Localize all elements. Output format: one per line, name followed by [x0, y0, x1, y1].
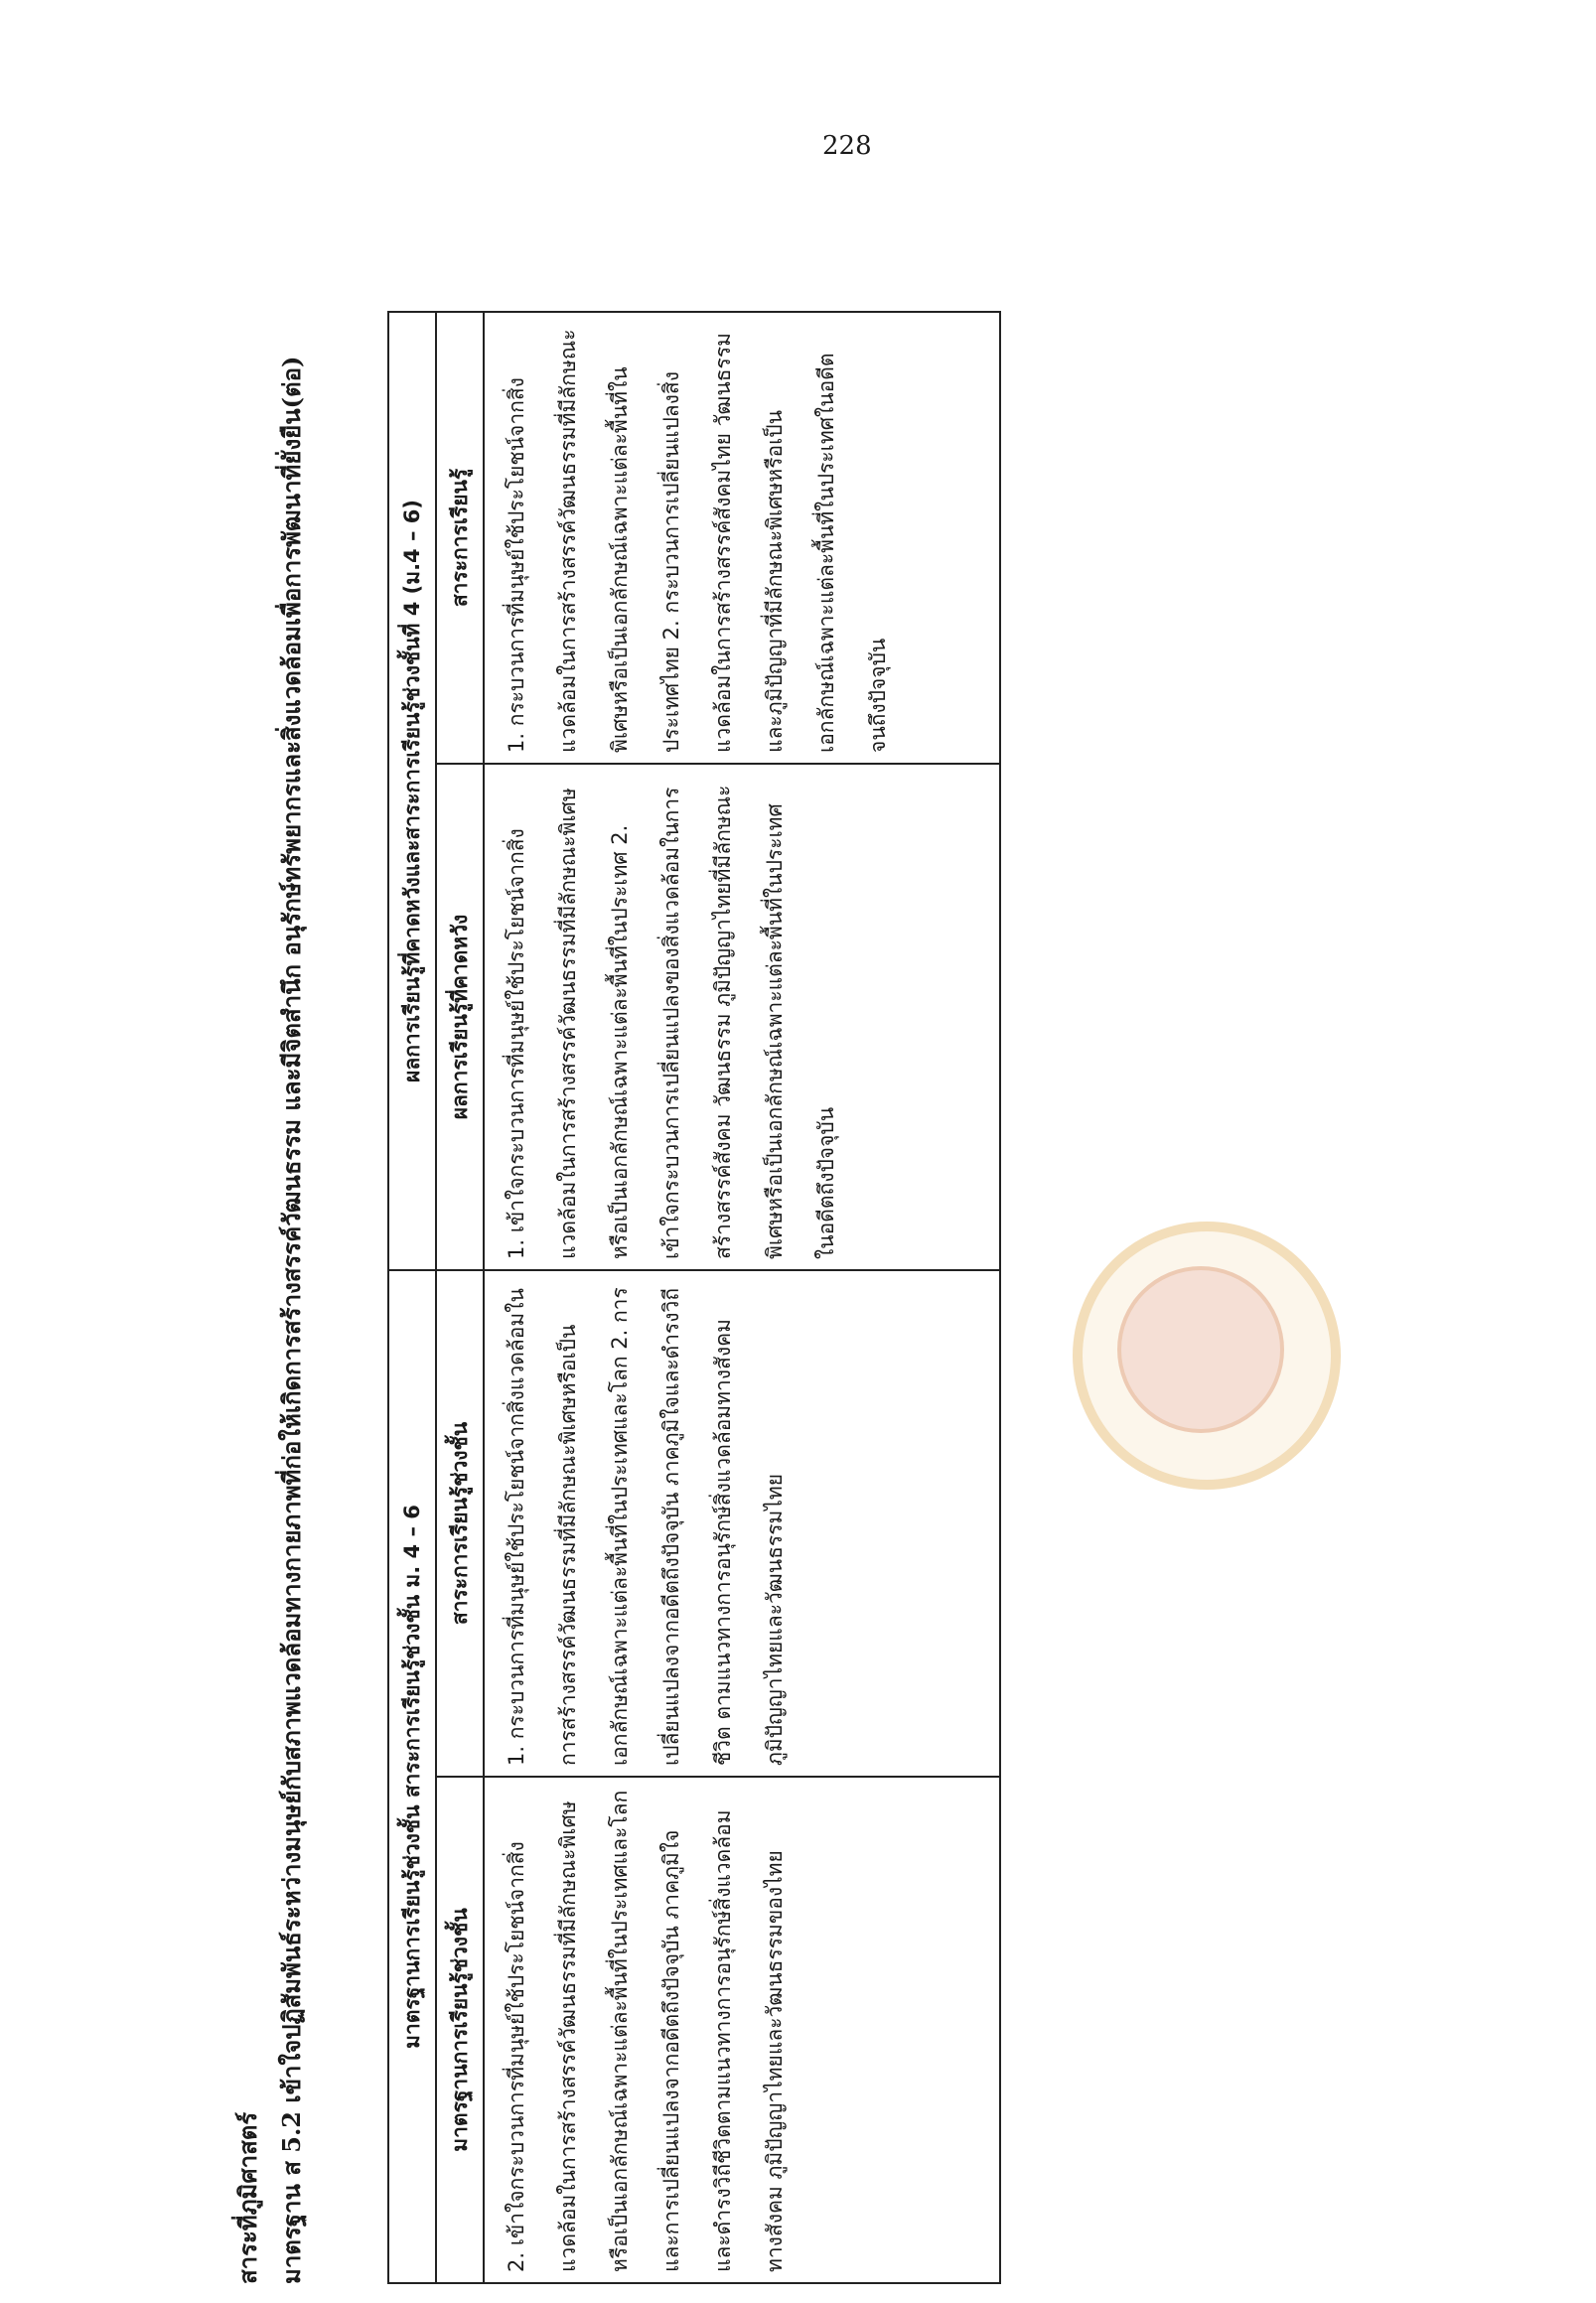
group-header-row	[388, 312, 436, 2283]
cell-content: 1. กระบวนการที่มนุษย์ใช้ประโยชน์จากสิ่งแวดล้อมในการสร้างสรรค์วัฒนธรรมที่มีลักษณะพิเศษหรือเป็นเอกลักษณ์เฉพาะแต่ละพื้นที่ในประเทศและโลก 2. การเปลี่ยนแปลงจากอดีตถึงปัจจุบัน ภาคภูมิใจและดำรงวิถีชีวิต ตามแนวทางการอนุรักษ์สิ่งแวดล้อมทางสังคม ภูมิปัญญาไทยและวัฒนธรรมไทย	[484, 1270, 1000, 1777]
page-number: 228	[822, 131, 872, 161]
cell-expected-outcome: 1. เข้าใจกระบวนการที่มนุษย์ใช้ประโยชน์จากสิ่งแวดล้อมในการสร้างสรรค์วัฒนธรรมที่มีลักษณะพิเศษหรือเป็นเอกลักษณ์เฉพาะแต่ละพื้นที่ในประเทศ 2. เข้าใจกระบวนการเปลี่ยนแปลงของสิ่งแวดล้อมในการสร้างสรรค์สังคม วัฒนธรรม ภูมิปัญญาไทยที่มีลักษณะพิเศษหรือเป็นเอกลักษณ์เฉพาะแต่ละพื้นที่ในประเทศ ในอดีตถึงปัจจุบัน	[484, 764, 1000, 1270]
column-header-row	[436, 312, 484, 2283]
curriculum-table	[387, 311, 1001, 2284]
column-header-content: สาระการเรียนรู้ช่วงชั้น	[436, 1270, 484, 1777]
column-header-standard: มาตรฐานการเรียนรู้ช่วงชั้น	[436, 1777, 484, 2283]
subject-title: สาระที่ภูมิศาสตร์	[233, 2111, 262, 2284]
table-row	[484, 312, 1000, 2283]
column-header-expected-outcome: ผลการเรียนรู้ที่คาดหวัง	[436, 764, 484, 1270]
cell-learning-content: 1. กระบวนการที่มนุษย์ใช้ประโยชน์จากสิ่งแวดล้อมในการสร้างสรรค์วัฒนธรรมที่มีลักษณะพิเศษหรือเป็นเอกลักษณ์เฉพาะแต่ละพื้นที่ในประเทศไทย 2. กระบวนการเปลี่ยนแปลงสิ่งแวดล้อมในการสร้างสรรค์สังคมไทย วัฒนธรรมและภูมิปัญญาที่มีลักษณะพิเศษหรือเป็นเอกลักษณ์เฉพาะแต่ละพื้นที่ในประเทศในอดีตจนถึงปัจจุบัน	[484, 312, 1000, 764]
column-header-learning-content: สาระการเรียนรู้	[436, 312, 484, 764]
group-header-standards: มาตรฐานการเรียนรู้ช่วงชั้น สาระการเรียนรู้ช่วงชั้น ม. 4 – 6	[388, 1270, 436, 2283]
cell-standard: 2. เข้าใจกระบวนการที่มนุษย์ใช้ประโยชน์จากสิ่งแวดล้อมในการสร้างสรรค์วัฒนธรรมที่มีลักษณะพิเศษหรือเป็นเอกลักษณ์เฉพาะแต่ละพื้นที่ในประเทศและโลกและการเปลี่ยนแปลงจากอดีตถึงปัจจุบัน ภาคภูมิใจ และดำรงวิถีชีวิตตามแนวทางการอนุรักษ์สิ่งแวดล้อมทางสังคม ภูมิปัญญาไทยและวัฒนธรรมของไทย	[484, 1777, 1000, 2283]
group-header-outcomes: ผลการเรียนรู้ที่คาดหวังและสาระการเรียนรู้ช่วงชั้นที่ 4 (ม.4 – 6)	[388, 312, 436, 1270]
rotated-content	[228, 298, 1043, 2284]
watermark-seal-icon	[1073, 1222, 1341, 1490]
standard-title: มาตรฐาน ส 5.2 เข้าใจปฏิสัมพันธ์ระหว่างมนุษย์กับสภาพแวดล้อมทางกายภาพที่ก่อให้เกิดการสร้างสรรค์วัฒนธรรม และมีจิตสำนึก อนุรักษ์ทรัพยากรและสิ่งแวดล้อมเพื่อการพัฒนาที่ยั่งยืน(ต่อ)	[277, 356, 306, 2284]
